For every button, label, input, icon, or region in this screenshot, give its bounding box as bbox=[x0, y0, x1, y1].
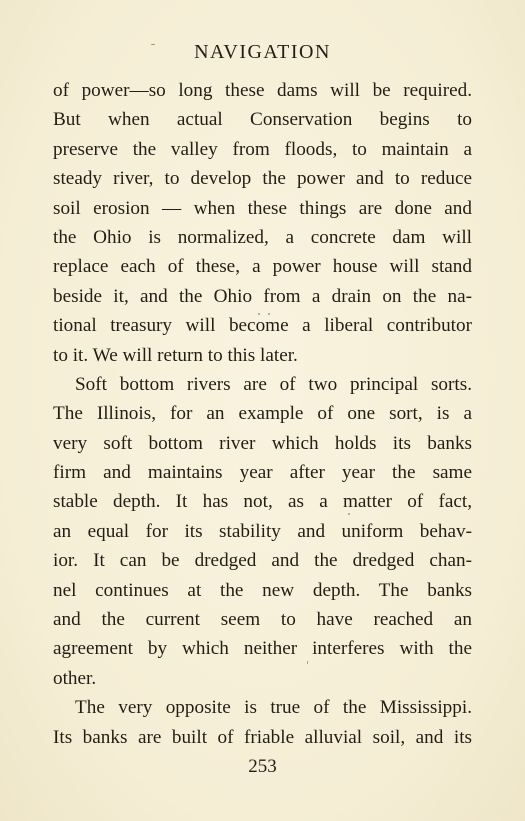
text-line: Its banks are built of friable alluvial soil, and its bbox=[53, 726, 472, 748]
text-line: of power—so long these dams will be required. bbox=[53, 80, 472, 101]
paragraph bbox=[53, 76, 472, 370]
text-line: steady river, to develop the power and to reduce bbox=[53, 168, 472, 190]
text-line: and the current seem to have reached an bbox=[53, 609, 472, 631]
text-line: The very opposite is true of the Mississippi. bbox=[75, 697, 472, 719]
body-text bbox=[53, 76, 472, 752]
text-line: beside it, and the Ohio from a drain on the na- bbox=[53, 285, 472, 307]
text-line: But when actual Conservation begins to bbox=[53, 109, 472, 131]
text-line: ior. It can be dredged and the dredged chan- bbox=[53, 550, 472, 572]
text-line: Soft bottom rivers are of two principal sorts. bbox=[75, 373, 472, 395]
text-line: nel continues at the new depth. The banks bbox=[53, 579, 472, 601]
text-line: agreement by which neither interferes with the bbox=[53, 638, 472, 660]
text-line: replace each of these, a power house will stand bbox=[53, 256, 472, 278]
text-line: preserve the valley from floods, to maintain a bbox=[53, 138, 472, 160]
print-speck bbox=[307, 661, 308, 664]
paragraph bbox=[53, 693, 472, 752]
page-number: 253 bbox=[248, 756, 277, 777]
text-line: very soft bottom river which holds its banks bbox=[53, 432, 472, 454]
running-head: NAVIGATION bbox=[194, 41, 331, 63]
text-line: stable depth. It has not, as a matter of fact, bbox=[53, 491, 472, 513]
print-speck bbox=[258, 313, 260, 315]
text-line: The Illinois, for an example of one sort, is a bbox=[53, 403, 472, 425]
text-line: to it. We will return to this later. bbox=[53, 344, 298, 366]
text-line: the Ohio is normalized, a concrete dam will bbox=[53, 226, 472, 248]
text-line: firm and maintains year after year the same bbox=[53, 462, 472, 484]
print-speck bbox=[268, 313, 270, 315]
text-line: soil erosion — when these things are done and bbox=[53, 197, 472, 219]
text-line: tional treasury will become a liberal contributor bbox=[53, 315, 472, 337]
text-line: an equal for its stability and uniform behav- bbox=[53, 520, 472, 542]
text-line: other. bbox=[53, 667, 97, 689]
paragraph bbox=[53, 370, 472, 693]
print-speck bbox=[151, 44, 155, 45]
print-speck bbox=[348, 513, 350, 515]
